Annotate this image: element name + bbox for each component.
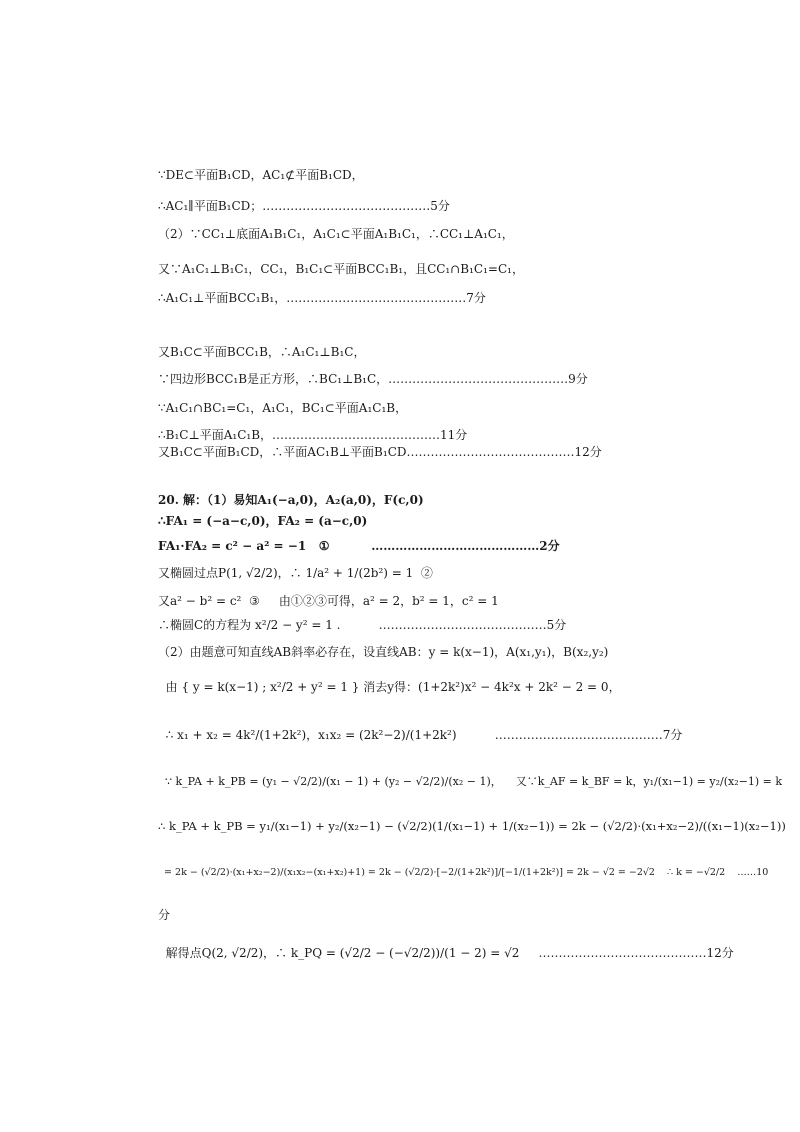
- text-line: = 2k − (√2/2)·(x₁+x₂−2)/(x₁x₂−(x₁+x₂)+1) = 2k − (√2/2)·[−2/(1+2k²)]/[−1/(1+2k²)] = 2k − √2 = −2√2 ∴ k = −√2/2 ……10: [158, 867, 769, 878]
- text-line: ∵DE⊂平面B₁CD，AC₁⊄平面B₁CD，: [158, 168, 364, 182]
- text-line: 由 { y = k(x−1) ; x²/2 + y² = 1 } 消去y得：(1+2k²)x² − 4k²x + 2k² − 2 = 0，: [158, 680, 621, 694]
- text-line: 又B₁C⊂平面BCC₁B，∴A₁C₁⊥B₁C，: [158, 345, 366, 359]
- text-line: ∴椭圆C的方程为 x²/2 − y² = 1 . ……………………………………5分: [158, 618, 567, 632]
- text-line: ∴B₁C⊥平面A₁C₁B，……………………………………11分: [158, 428, 468, 442]
- text-line: 又B₁C⊂平面B₁CD，∴平面AC₁B⊥平面B₁CD……………………………………12分: [158, 445, 602, 459]
- text-line: FA₁·FA₂ = c² − a² = −1 ① ……………………………………2分: [158, 539, 560, 553]
- text-line: 又∵A₁C₁⊥B₁C₁，CC₁，B₁C₁⊂平面BCC₁B₁，且CC₁∩B₁C₁=C₁，: [158, 262, 524, 276]
- text-line: 又椭圆过点P(1, √2/2)，∴ 1/a² + 1/(2b²) = 1 ②: [158, 566, 433, 580]
- text-line: ∴ k_PA + k_PB = y₁/(x₁−1) + y₂/(x₂−1) − (√2/2)(1/(x₁−1) + 1/(x₂−1)) = 2k − (√2/2)·(x₁+x₂−2)/((x₁−1)(x₂−1)): [158, 819, 786, 833]
- text-line: 解得点Q(2, √2/2)，∴ k_PQ = (√2/2 − (−√2/2))/(1 − 2) = √2 ……………………………………12分: [158, 946, 734, 960]
- text-line: 分: [158, 908, 171, 922]
- text-line: ∵ k_PA + k_PB = (y₁ − √2/2)/(x₁ − 1) + (y₂ − √2/2)/(x₂ − 1)， 又∵k_AF = k_BF = k，y₁/(x₁−1) = y₂/(x₂−1) = k: [158, 775, 783, 788]
- text-line: ∵四边形BCC₁B是正方形，∴BC₁⊥B₁C，………………………………………9分: [158, 372, 588, 386]
- text-line: ∴ x₁ + x₂ = 4k²/(1+2k²)，x₁x₂ = (2k²−2)/(1+2k²) ……………………………………7分: [158, 728, 683, 742]
- text-line: ∴A₁C₁⊥平面BCC₁B₁，………………………………………7分: [158, 291, 486, 305]
- text-line: 又a² − b² = c² ③ 由①②③可得，a² = 2，b² = 1，c² = 1: [158, 594, 499, 608]
- text-line: （2）∵CC₁⊥底面A₁B₁C₁，A₁C₁⊂平面A₁B₁C₁，∴CC₁⊥A₁C₁，: [158, 227, 514, 241]
- text-line: （2）由题意可知直线AB斜率必存在，设直线AB：y = k(x−1)，A(x₁,y₁)，B(x₂,y₂): [158, 645, 609, 659]
- text-line: ∵A₁C₁∩BC₁=C₁，A₁C₁，BC₁⊂平面A₁C₁B，: [158, 401, 408, 415]
- text-line: 20. 解：（1）易知A₁(−a,0)，A₂(a,0)，F(c,0): [158, 493, 424, 507]
- text-line: ∴AC₁∥平面B₁CD；……………………………………5分: [158, 199, 450, 213]
- text-line: ∴FA₁ = (−a−c,0)，FA₂ = (a−c,0): [158, 514, 368, 528]
